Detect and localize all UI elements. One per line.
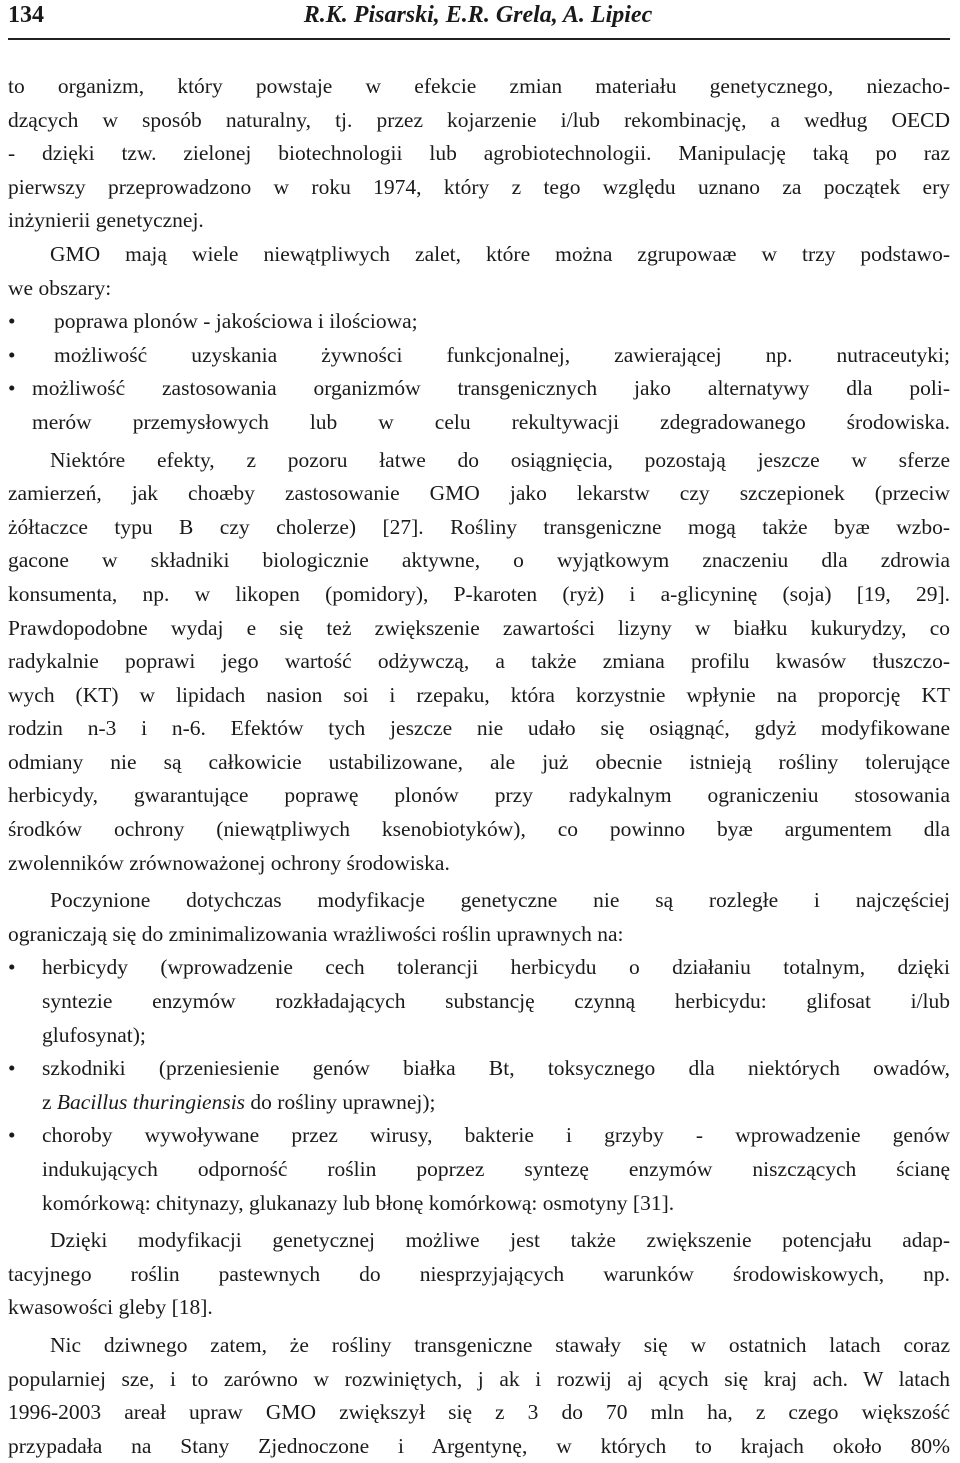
text-line: kwasowości gleby [18]. [8, 1295, 213, 1320]
text-line: gacone w składniki biologicznie aktywne, o wyjątkowym znaczeniu dla zdrowia [8, 548, 950, 573]
paragraph [8, 444, 950, 881]
text-line: radykalnie poprawi jego wartość odżywczą, a także zmiana profilu kwasów tłuszczo- [8, 649, 950, 674]
list-item [8, 951, 950, 985]
list-item-text-continued: syntezie enzymów rozkładających substancję czynną herbicydu: glifosat i/lub [42, 989, 950, 1014]
paragraph [8, 238, 950, 305]
list-item-text-continued [8, 1086, 950, 1120]
text-run: do rośliny uprawnej); [245, 1089, 436, 1114]
text-line: żółtaczce typu B czy cholerze) [27]. Rośliny transgeniczne mogą także byæ wzbo- [8, 514, 950, 539]
list-item [8, 305, 950, 339]
list-item-text-continued: merów przemysłowych lub w celu rekultywacji zdegradowanego środowiska. [32, 409, 950, 434]
paragraph [8, 1329, 950, 1463]
paragraph [8, 884, 950, 951]
list-item-text: możliwość zastosowania organizmów transgenicznych jako alternatywy dla poli- [32, 376, 950, 401]
text-line: Niektóre efekty, z pozoru łatwe do osiągnięcia, pozostają jeszcze w sferze [50, 447, 950, 472]
paragraph [8, 1224, 950, 1325]
text-line: zamierzeń, jak choæby zastosowanie GMO jako lekarstw czy szczepionek (przeciw [8, 481, 950, 506]
bullet-icon: • [8, 1056, 16, 1081]
text-line: popularniej sze, i to zarówno w rozwiniętych, j ak i rozwij aj ących się kraj ach. W latach [8, 1366, 950, 1391]
text-line: Dzięki modyfikacji genetycznej możliwe jest także zwiększenie potencjału adap- [50, 1228, 950, 1253]
text-line: GMO mają wiele niewątpliwych zalet, które można zgrupowaæ w trzy podstawo- [50, 241, 950, 266]
list-item-text-continued: glufosynat); [42, 1022, 146, 1047]
text-run: z [42, 1089, 57, 1114]
page-number: 134 [8, 2, 44, 28]
bullet-list [8, 305, 950, 439]
list-item [8, 339, 950, 373]
text-line: zwolenników zrównoważonej ochrony środowiska. [8, 850, 450, 875]
list-item-text: herbicydy (wprowadzenie cech tolerancji herbicydu o działaniu totalnym, dzięki [42, 955, 950, 980]
text-line: herbicydy, gwarantujące poprawę plonów przy radykalnym ograniczeniu stosowania [8, 783, 950, 808]
body-text [8, 70, 950, 1463]
list-item-text: poprawa plonów - jakościowa i ilościowa; [54, 309, 418, 334]
text-line: to organizm, który powstaje w efekcie zmian materiału genetycznego, niezacho- [8, 74, 950, 98]
text-line: tacyjnego roślin pastewnych do niesprzyjających warunków środowiskowych, np. [8, 1261, 950, 1286]
header-rule [8, 38, 950, 40]
text-line: dzących w sposób naturalny, tj. przez kojarzenie i/lub rekombinację, a według OECD [8, 107, 950, 132]
running-head-authors: R.K. Pisarski, E.R. Grela, A. Lipiec [303, 2, 653, 28]
text-line: rodzin n-3 i n-6. Efektów tych jeszcze nie udało się osiągnąć, gdyż modyfikowane [8, 716, 950, 741]
list-item-text-continued: komórkową: chitynazy, glukanazy lub błonę komórkową: osmotyny [31]. [42, 1190, 675, 1215]
text-line: konsumenta, np. w likopen (pomidory), P-karoten (ryż) i a-glicyninę (soja) [19, 29]. [8, 581, 950, 606]
text-line: 1996-2003 areał upraw GMO zwiększył się z 3 do 70 mln ha, z czego większość [8, 1400, 950, 1425]
text-line: wych (KT) w lipidach nasion soi i rzepaku, która korzystnie wpłynie na proporcję KT [8, 682, 950, 707]
list-item [8, 1052, 950, 1086]
list-item-text: możliwość uzyskania żywności funkcjonalnej, zawierającej np. nutraceutyki; [54, 342, 950, 367]
text-line: odmiany nie są całkowicie ustabilizowane, ale już obecnie istnieją rośliny tolerujące [8, 749, 950, 774]
list-item [8, 1119, 950, 1153]
text-line: Nic dziwnego zatem, że rośliny transgeniczne stawały się w ostatnich latach coraz [50, 1332, 950, 1357]
bullet-icon: • [8, 955, 16, 980]
bullet-list [8, 951, 950, 1220]
species-name: Bacillus thuringiensis [56, 1089, 246, 1114]
text-line: we obszary: [8, 275, 112, 300]
text-line: ograniczają się do zminimalizowania wrażliwości roślin uprawnych na: [8, 921, 624, 946]
text-line: Poczynione dotychczas modyfikacje genetyczne nie są rozległe i najczęściej [50, 888, 950, 913]
text-line: - dzięki tzw. zielonej biotechnologii lub agrobiotechnologii. Manipulację taką po raz [8, 141, 950, 166]
text-line: pierwszy przeprowadzono w roku 1974, który z tego względu uznano za początek ery [8, 174, 950, 199]
bullet-icon: • [8, 309, 16, 334]
text-line: inżynierii genetycznej. [8, 208, 204, 233]
text-line: środków ochrony (niewątpliwych ksenobiotyków), co powinno byæ argumentem dla [8, 817, 950, 842]
list-item [8, 372, 950, 406]
page-header [8, 0, 948, 36]
list-item-text-continued: indukujących odporność roślin poprzez syntezę enzymów niszczących ścianę [42, 1157, 950, 1181]
list-item-text: szkodniki (przeniesienie genów białka Bt, toksycznego dla niektórych owadów, [42, 1056, 950, 1081]
bullet-icon: • [8, 376, 16, 401]
text-line: Prawdopodobne wydaj e się też zwiększenie zawartości lizyny w białku kukurydzy, co [8, 615, 950, 640]
text-line: przypadała na Stany Zjednoczone i Argentynę, w których to krajach około 80% [8, 1433, 950, 1458]
bullet-icon: • [8, 342, 16, 367]
list-item-text: choroby wywoływane przez wirusy, bakterie i grzyby - wprowadzenie genów [42, 1123, 950, 1148]
bullet-icon: • [8, 1123, 16, 1148]
paragraph [8, 70, 950, 238]
